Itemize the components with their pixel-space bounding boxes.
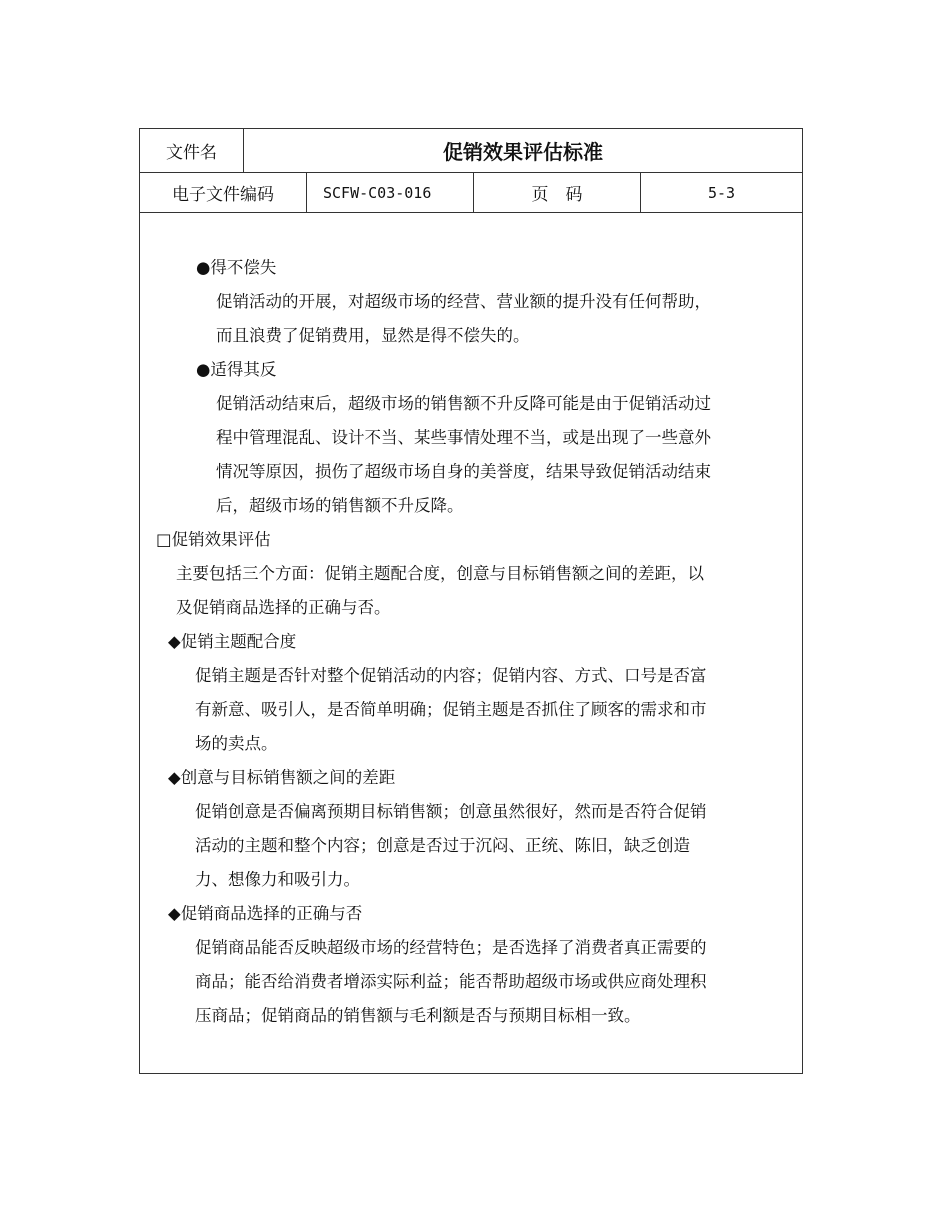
paragraph-line: 促销创意是否偏离预期目标销售额；创意虽然很好，然而是否符合促销	[195, 802, 707, 821]
code-value: SCFW-C03-016	[307, 173, 474, 212]
paragraph-line: 程中管理混乱、设计不当、某些事情处理不当，或是出现了一些意外	[216, 428, 711, 447]
diamond-heading: ◆促销主题配合度	[168, 632, 297, 651]
doc-name-label: 文件名	[140, 129, 244, 172]
page-label: 页 码	[474, 173, 641, 212]
paragraph-line: 活动的主题和整个内容；创意是否过于沉闷、正统、陈旧，缺乏创造	[195, 836, 690, 855]
paragraph-line: 而且浪费了促销费用，显然是得不偿失的。	[216, 326, 530, 345]
diamond-heading: ◆创意与目标销售额之间的差距	[168, 768, 396, 787]
section-heading: □促销效果评估	[156, 530, 271, 549]
paragraph-line: 后，超级市场的销售额不升反降。	[216, 496, 464, 515]
document-frame	[139, 128, 803, 1074]
paragraph-line: 促销商品能否反映超级市场的经营特色；是否选择了消费者真正需要的	[195, 938, 707, 957]
header-row-meta	[140, 173, 802, 213]
document-title: 促销效果评估标准	[443, 140, 603, 164]
page-value: 5-3	[707, 183, 736, 202]
header-row-title	[140, 129, 802, 173]
paragraph-line: 商品；能否给消费者增添实际利益；能否帮助超级市场或供应商处理积	[195, 972, 707, 991]
code-label: 电子文件编码	[140, 173, 307, 212]
diamond-heading: ◆促销商品选择的正确与否	[168, 904, 363, 923]
paragraph-line: 促销活动结束后，超级市场的销售额不升反降可能是由于促销活动过	[216, 394, 711, 413]
paragraph-line: 压商品；促销商品的销售额与毛利额是否与预期目标相一致。	[195, 1006, 641, 1025]
bullet-heading: ●适得其反	[196, 360, 277, 379]
document-body	[140, 213, 802, 1073]
paragraph-line: 有新意、吸引人，是否简单明确；促销主题是否抓住了顾客的需求和市	[195, 700, 707, 719]
paragraph-line: 力、想像力和吸引力。	[195, 870, 360, 889]
bullet-heading: ●得不偿失	[196, 258, 277, 277]
paragraph-line: 促销主题是否针对整个促销活动的内容；促销内容、方式、口号是否富	[195, 666, 707, 685]
paragraph-line: 促销活动的开展，对超级市场的经营、营业额的提升没有任何帮助，	[216, 292, 711, 311]
paragraph-line: 及促销商品选择的正确与否。	[176, 598, 391, 617]
paragraph-line: 场的卖点。	[195, 734, 278, 753]
paragraph-line: 情况等原因，损伤了超级市场自身的美誉度，结果导致促销活动结束	[216, 462, 711, 481]
paragraph-line: 主要包括三个方面：促销主题配合度，创意与目标销售额之间的差距，以	[176, 564, 704, 583]
